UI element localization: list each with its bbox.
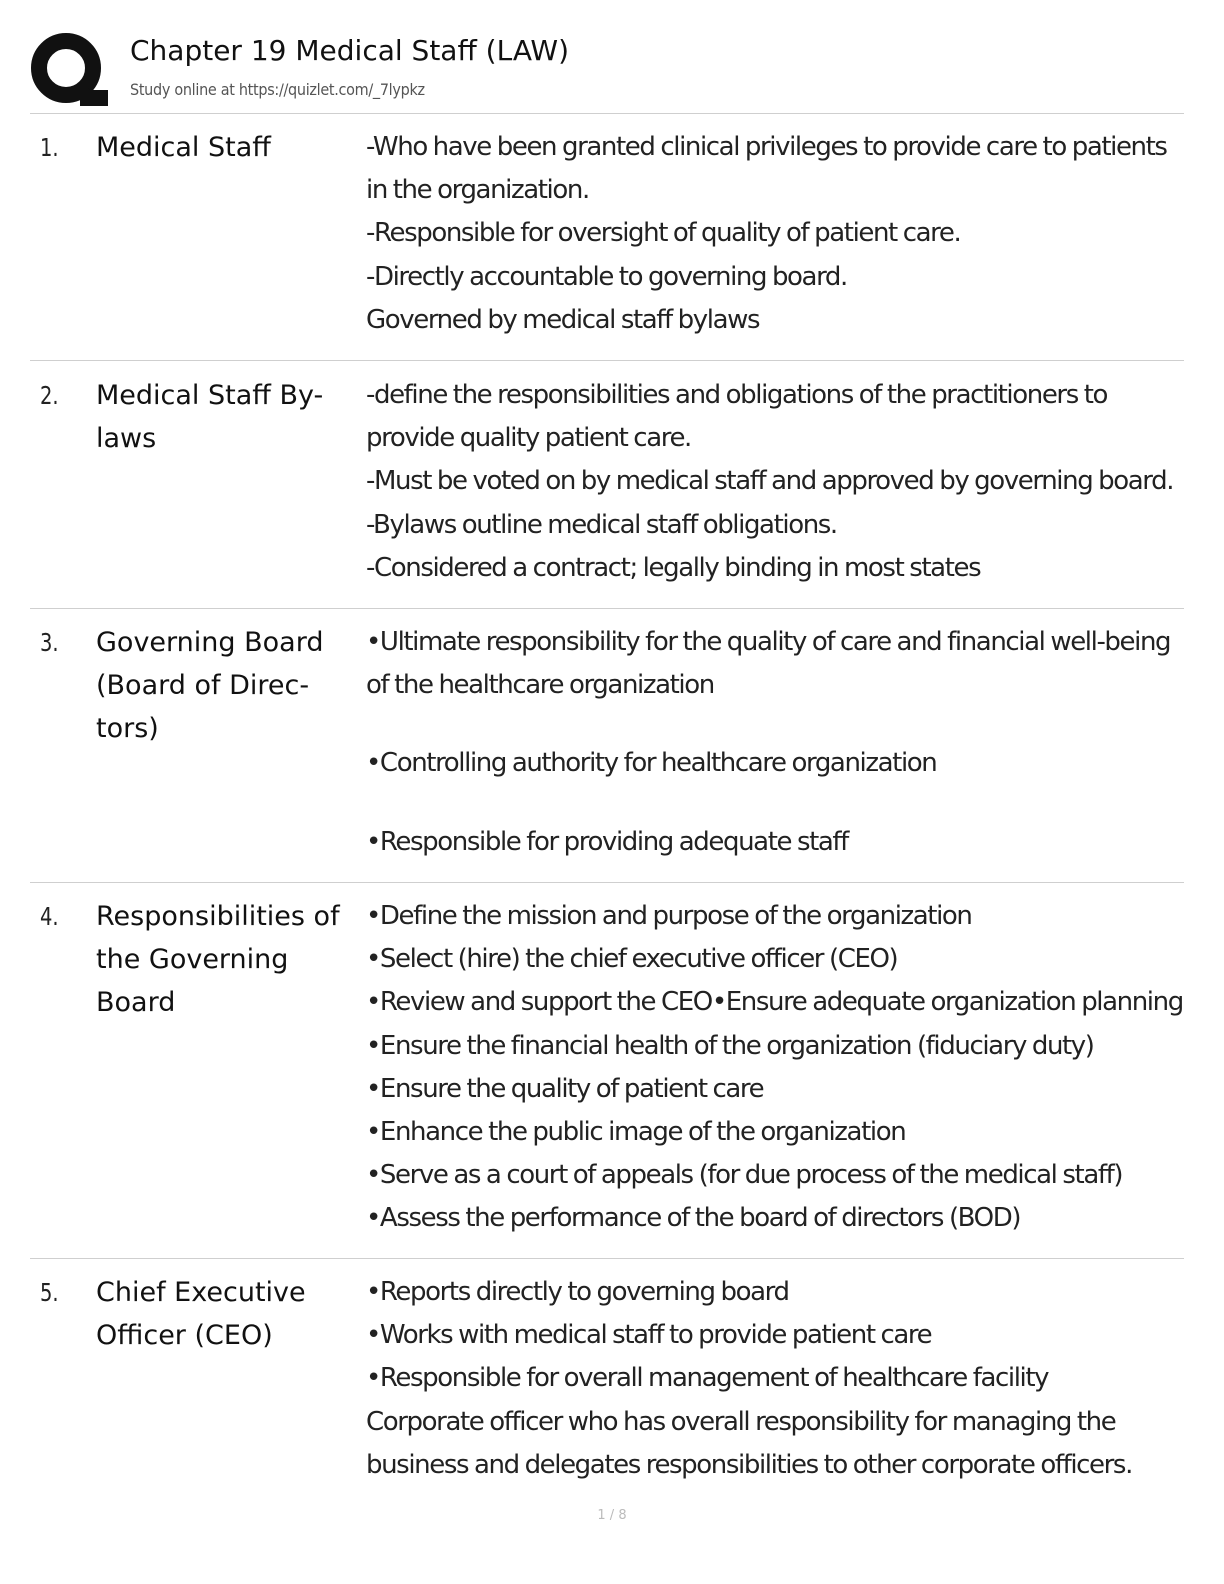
definition-line: •Ensure the financial health of the organization (fiduciary duty)	[366, 1030, 1094, 1061]
card-number: 3.	[40, 628, 59, 657]
quizlet-logo-icon	[30, 30, 108, 108]
card-number: 2.	[40, 381, 59, 410]
page-title: Chapter 19 Medical Staff (LAW)	[130, 34, 570, 67]
divider	[30, 360, 1184, 361]
card-definition	[366, 895, 1183, 1241]
definition-line: •Controlling authority for healthcare organization	[366, 748, 937, 779]
definition-line: •Ultimate responsibility for the quality of care and financial well-being of the healthcare organization	[366, 627, 1171, 701]
card-term: Medical Staff	[96, 132, 271, 163]
definition-line: -Bylaws outline medical staff obligations.	[366, 509, 837, 540]
definition-line: •Ensure the quality of patient care	[366, 1073, 764, 1104]
divider	[30, 1258, 1184, 1259]
spacer	[366, 707, 1176, 742]
definition-line: •Serve as a court of appeals (for due process of the medical staff)	[366, 1160, 1123, 1191]
definition-line: Corporate officer who has overall responsibility for managing the business and delegates responsibilities to other corporate officers.	[366, 1406, 1132, 1480]
definition-line: •Reports directly to governing board	[366, 1277, 789, 1307]
definition-line: •Select (hire) the chief executive officer (CEO)	[366, 944, 898, 975]
card-number: 1.	[40, 133, 59, 162]
page-header	[30, 28, 1190, 112]
card-definition	[366, 374, 1176, 590]
definition-line: -Who have been granted clinical privileges to provide care to patients in the organization.	[366, 132, 1167, 206]
definition-line: -Considered a contract; legally binding in most states	[366, 552, 981, 583]
card-term: Responsibilities of the Governing Board	[96, 901, 340, 1018]
definition-line: Governed by medical staff bylaws	[366, 304, 760, 335]
card-number: 4.	[40, 902, 59, 931]
spacer	[366, 786, 1176, 821]
card-number: 5.	[40, 1278, 59, 1307]
definition-line: •Define the mission and purpose of the organization	[366, 901, 972, 931]
definition-line: •Works with medical staff to provide patient care	[366, 1320, 932, 1351]
card-definition	[366, 1271, 1176, 1487]
card-term: Governing Board (Board of Direc-tors)	[96, 627, 324, 744]
card-term: Medical Staff By-laws	[96, 380, 324, 454]
divider	[30, 882, 1184, 883]
card-definition	[366, 126, 1176, 342]
card-definition	[366, 621, 1176, 864]
definition-line: -Must be voted on by medical staff and approved by governing board.	[366, 466, 1174, 497]
definition-line: -define the responsibilities and obligations of the practitioners to provide quality patient care.	[366, 380, 1108, 454]
card-term: Chief Executive Officer (CEO)	[96, 1277, 306, 1351]
definition-line: -Directly accountable to governing board.	[366, 261, 847, 292]
definition-line: •Responsible for overall management of healthcare facility	[366, 1363, 1049, 1394]
divider	[30, 113, 1184, 114]
definition-line: •Review and support the CEO•Ensure adequate organization planning	[366, 987, 1183, 1018]
divider	[30, 608, 1184, 609]
definition-line: •Assess the performance of the board of directors (BOD)	[366, 1203, 1021, 1234]
definition-line: -Responsible for oversight of quality of patient care.	[366, 218, 961, 249]
study-link[interactable]: Study online at https://quizlet.com/_7lypkz	[130, 80, 425, 99]
definition-line: •Enhance the public image of the organization	[366, 1117, 906, 1148]
definition-line: •Responsible for providing adequate staff	[366, 826, 848, 857]
page-number: 1 / 8	[597, 1508, 627, 1523]
